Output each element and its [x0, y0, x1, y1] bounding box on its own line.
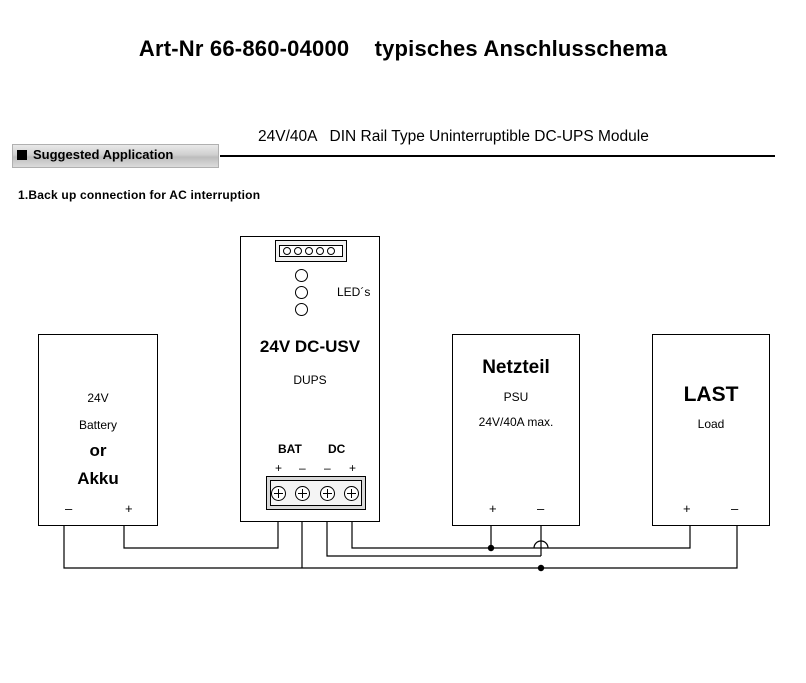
- psu-title: Netzteil: [482, 357, 550, 378]
- top-connector-pin-1: [283, 247, 291, 255]
- ups-title: 24V DC-USV: [259, 337, 361, 356]
- psu-box: [452, 334, 580, 526]
- led-indicator-2: [295, 286, 308, 299]
- page-title: Art-Nr 66-860-04000 typisches Anschlusschema: [138, 36, 668, 61]
- load-title: LAST: [683, 383, 739, 406]
- leds-label: LED´s: [337, 285, 371, 299]
- terminal-polarity-1: +: [275, 461, 283, 475]
- psu-terminal-minus: –: [537, 501, 545, 516]
- led-indicator-1: [295, 269, 308, 282]
- battery-terminal-minus: –: [65, 501, 73, 516]
- load-box: [652, 334, 770, 526]
- junction-dot: [538, 565, 544, 571]
- terminal-polarity-4: +: [349, 461, 357, 475]
- ups-subtitle: DUPS: [293, 373, 327, 387]
- terminal-polarity-2: –: [299, 461, 306, 475]
- dc-terminal-group-label: DC: [328, 442, 346, 456]
- top-connector-pin-2: [294, 247, 302, 255]
- top-connector-pin-4: [316, 247, 324, 255]
- terminal-screw-bat-plus: [271, 486, 286, 501]
- load-terminal-minus: –: [731, 501, 739, 516]
- load-terminal-plus: +: [683, 501, 691, 516]
- psu-terminal-plus: +: [489, 501, 497, 516]
- top-connector-pin-5: [327, 247, 335, 255]
- battery-terminal-plus: +: [125, 501, 133, 516]
- terminal-screw-bat-minus: [295, 486, 310, 501]
- terminal-screw-dc-minus: [320, 486, 335, 501]
- psu-rating: 24V/40A max.: [478, 415, 554, 429]
- battery-label: Battery: [78, 418, 117, 432]
- bat-terminal-group-label: BAT: [278, 442, 302, 456]
- battery-or: or: [89, 441, 107, 460]
- load-subtitle: Load: [697, 417, 725, 431]
- application-step-1: 1.Back up connection for AC interruption: [18, 188, 261, 202]
- psu-subtitle: PSU: [503, 390, 529, 404]
- battery-akku: Akku: [77, 469, 119, 488]
- suggested-application-label: Suggested Application: [33, 147, 174, 162]
- led-indicator-3: [295, 303, 308, 316]
- top-connector-pin-3: [305, 247, 313, 255]
- page-subtitle: 24V/40A DIN Rail Type Uninterruptible DC-UPS Module: [258, 128, 649, 145]
- terminal-screw-dc-plus: [344, 486, 359, 501]
- battery-box: [38, 334, 158, 526]
- battery-voltage: 24V: [87, 391, 109, 405]
- terminal-polarity-3: –: [324, 461, 331, 475]
- junction-dot: [488, 545, 494, 551]
